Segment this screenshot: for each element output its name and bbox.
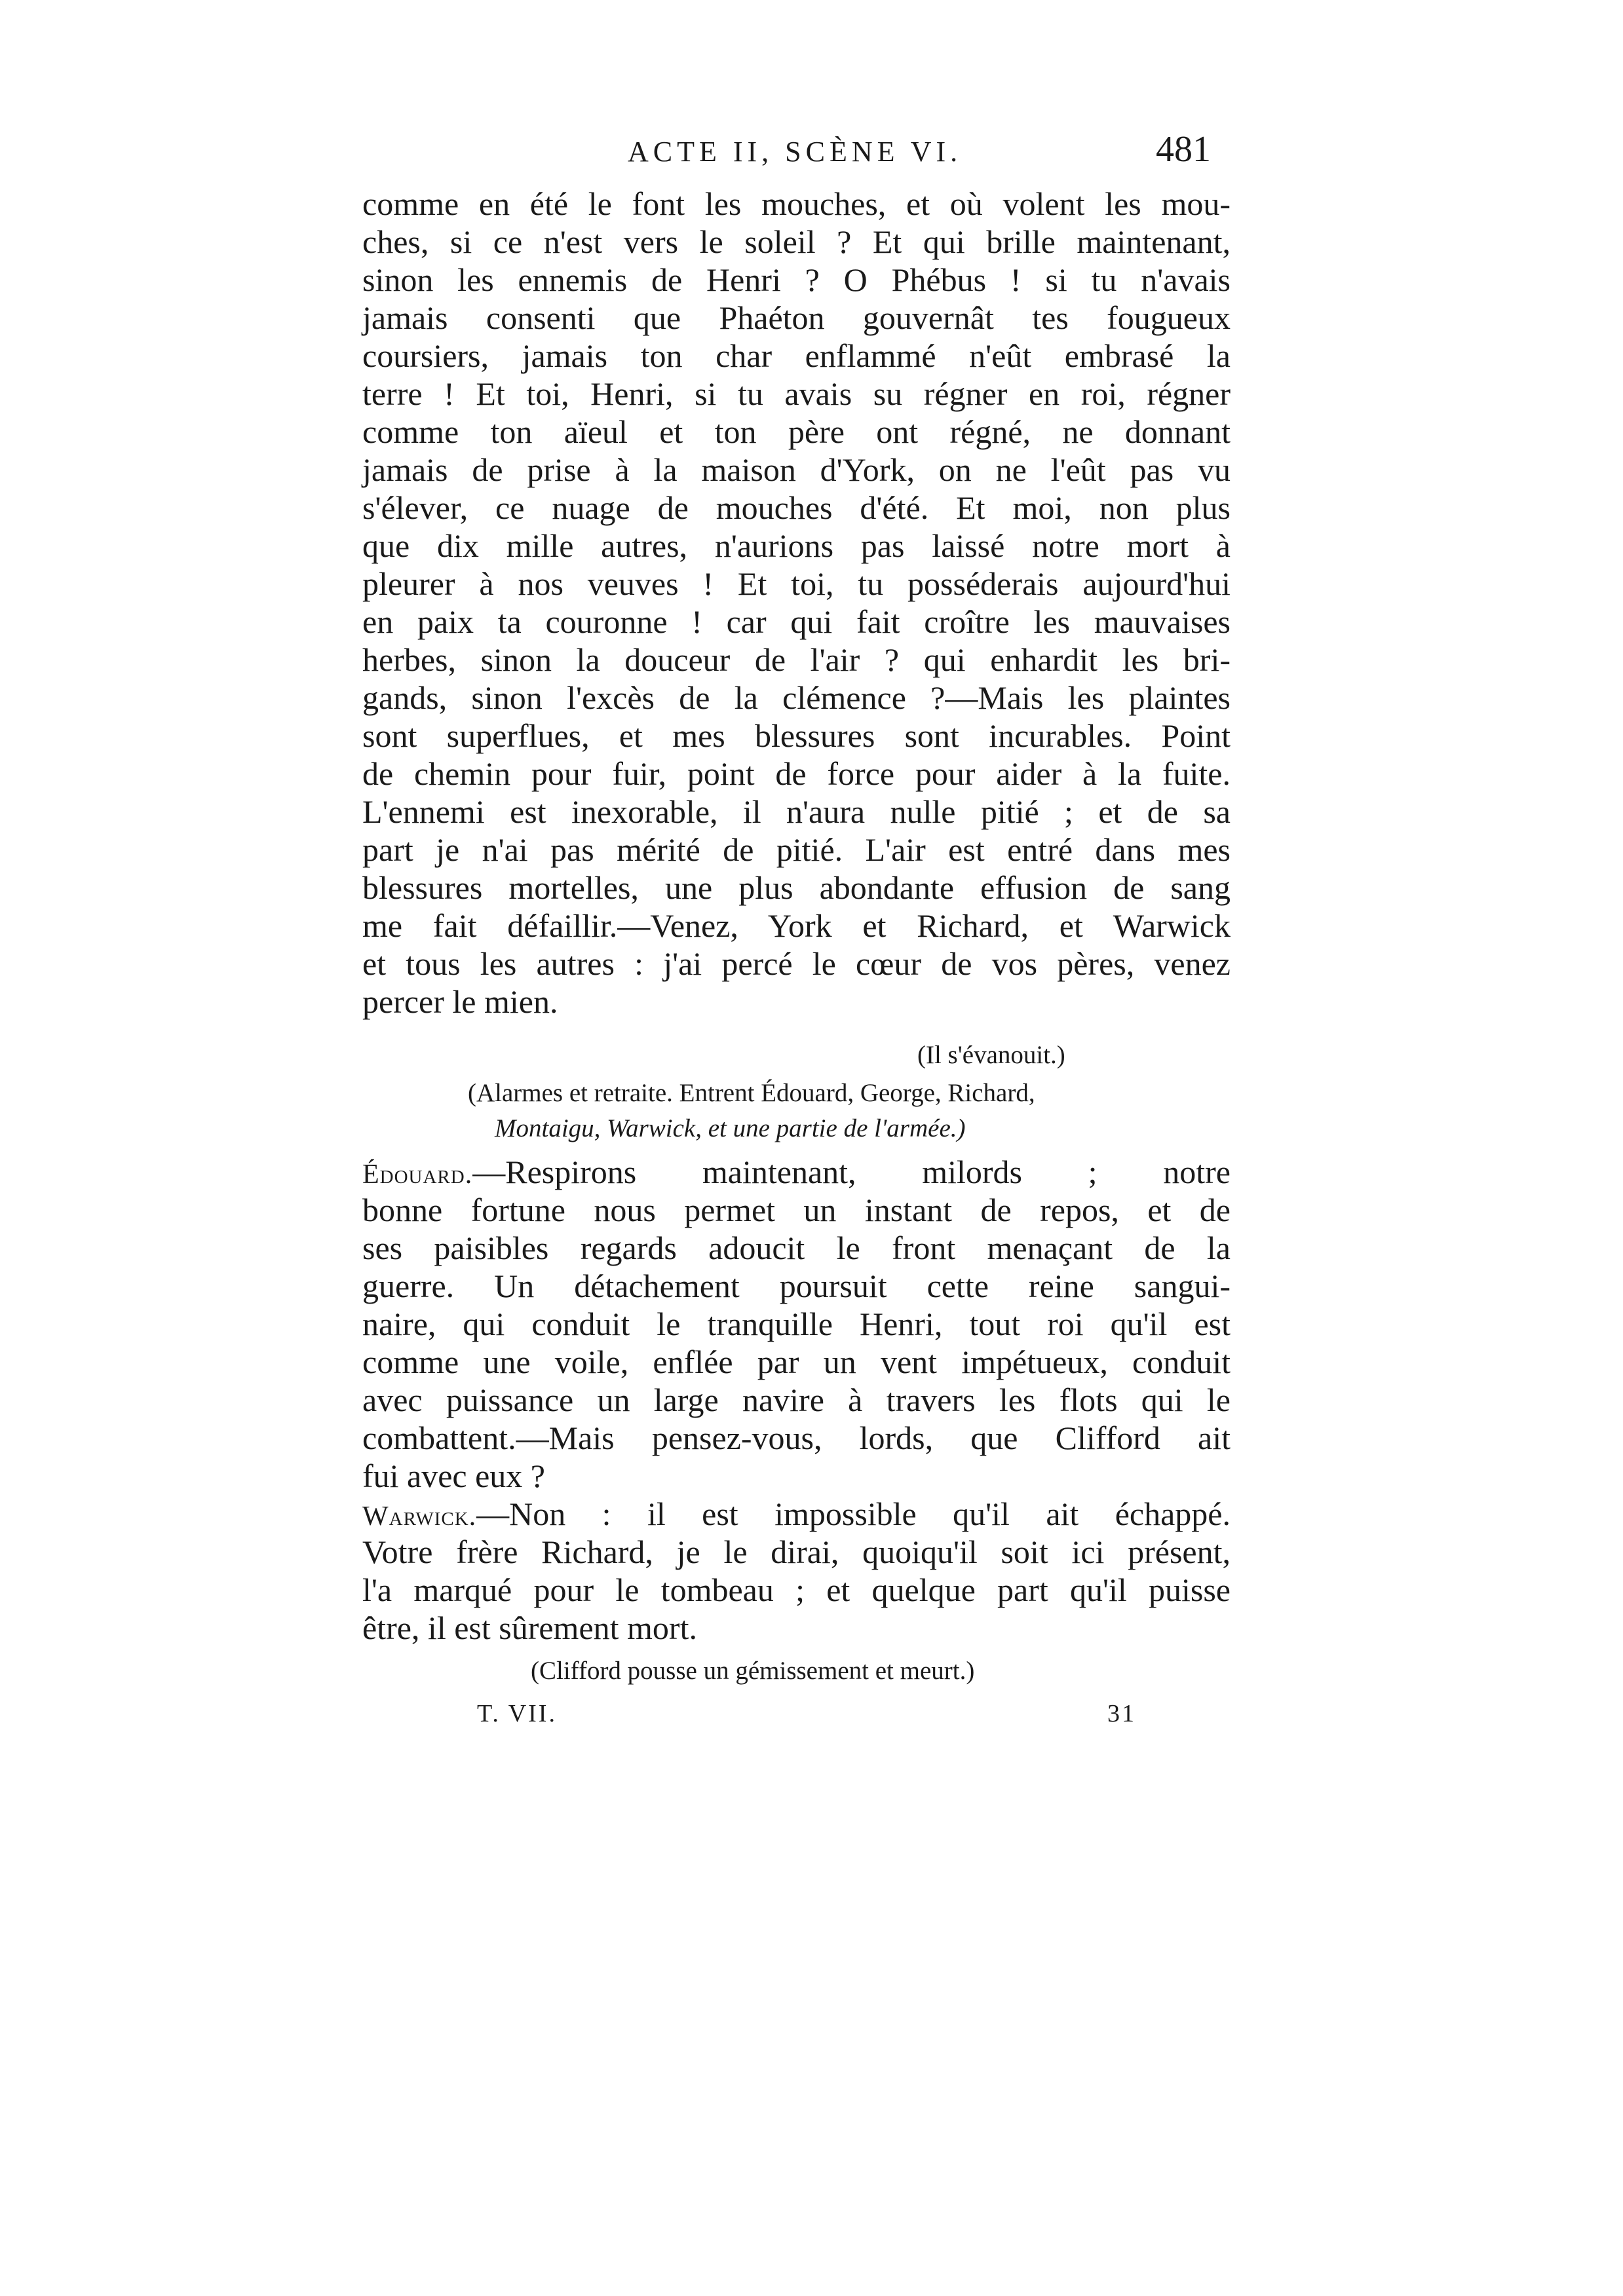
speech-opening: —Respirons maintenant, milords ; notre: [472, 1154, 1231, 1190]
text-line: part je n'ai pas mérité de pitié. L'air est entré dans mes: [362, 831, 1231, 868]
text-line: naire, qui conduit le tranquille Henri, tout roi qu'il est: [362, 1306, 1231, 1342]
text-line: herbes, sinon la douceur de l'air ? qui enhardit les bri-: [362, 641, 1231, 678]
page-header: [628, 131, 1211, 177]
text-line: pleurer à nos veuves ! Et toi, tu posséderais aujourd'hui: [362, 565, 1231, 602]
text-line: que dix mille autres, n'aurions pas laissé notre mort à: [362, 527, 1231, 564]
running-head: ACTE II, SCÈNE VI.: [628, 136, 963, 168]
speaker-name: Warwick.: [362, 1501, 477, 1532]
speech-opening: —Non : il est impossible qu'il ait échappé.: [476, 1496, 1231, 1532]
text-line: comme ton aïeul et ton père ont régné, ne donnant: [362, 413, 1231, 450]
text-line: être, il est sûrement mort.: [362, 1609, 697, 1646]
text-line: L'ennemi est inexorable, il n'aura nulle pitié ; et de sa: [362, 793, 1231, 830]
footer-volume: T. VII.: [477, 1700, 557, 1727]
text-line: s'élever, ce nuage de mouches d'été. Et moi, non plus: [362, 489, 1231, 526]
page-number: 481: [1156, 129, 1211, 170]
text-line: gands, sinon l'excès de la clémence ?—Mais les plaintes: [362, 679, 1231, 716]
text-line: guerre. Un détachement poursuit cette reine sangui-: [362, 1268, 1231, 1304]
stage-direction-alarms-line2: Montaigu, Warwick, et une partie de l'armée.): [495, 1114, 966, 1142]
text-line: sont superflues, et mes blessures sont incurables. Point: [362, 717, 1231, 754]
text-line: blessures mortelles, une plus abondante effusion de sang: [362, 869, 1231, 906]
stage-direction-alarms-line1: (Alarmes et retraite. Entrent Édouard, George, Richard,: [468, 1079, 1035, 1107]
text-line: me fait défaillir.—Venez, York et Richard, et Warwick: [362, 907, 1231, 944]
text-line: avec puissance un large navire à travers les flots qui le: [362, 1382, 1231, 1418]
text-line: Votre frère Richard, je le dirai, quoiqu'il soit ici présent,: [362, 1534, 1231, 1570]
text-line: comme en été le font les mouches, et où volent les mou-: [362, 185, 1231, 222]
text-line: jamais de prise à la maison d'York, on ne l'eût pas vu: [362, 451, 1231, 488]
text-line: coursiers, jamais ton char enflammé n'eût embrasé la: [362, 337, 1231, 374]
speech-clifford: [362, 185, 1231, 1021]
text-line: fui avec eux ?: [362, 1458, 546, 1494]
text-line: percer le mien.: [362, 983, 558, 1020]
text-line: sinon les ennemis de Henri ? O Phébus ! si tu n'avais: [362, 261, 1231, 298]
speaker-name: Édouard.: [362, 1159, 473, 1190]
speech-warwick: [362, 1495, 1231, 1647]
stage-direction-clifford-dies: (Clifford pousse un gémissement et meurt.): [531, 1657, 975, 1685]
text-line: terre ! Et toi, Henri, si tu avais su régner en roi, régner: [362, 375, 1231, 412]
text-line: l'a marqué pour le tombeau ; et quelque part qu'il puisse: [362, 1571, 1231, 1608]
text-line: comme une voile, enflée par un vent impétueux, conduit: [362, 1344, 1231, 1380]
speech-edouard: [362, 1153, 1231, 1495]
stage-direction-faints: (Il s'évanouit.): [917, 1041, 1065, 1069]
text-line: de chemin pour fuir, point de force pour aider à la fuite.: [362, 755, 1231, 792]
text-line: bonne fortune nous permet un instant de repos, et de: [362, 1192, 1231, 1228]
text-line: ches, si ce n'est vers le soleil ? Et qui brille maintenant,: [362, 223, 1231, 260]
text-line: en paix ta couronne ! car qui fait croître les mauvaises: [362, 603, 1231, 640]
text-line: jamais consenti que Phaéton gouvernât tes fougueux: [362, 299, 1231, 336]
text-line: et tous les autres : j'ai percé le cœur de vos pères, venez: [362, 945, 1231, 982]
footer-signature: 31: [1107, 1700, 1136, 1727]
text-line: combattent.—Mais pensez-vous, lords, que Clifford ait: [362, 1420, 1231, 1456]
text-line: ses paisibles regards adoucit le front menaçant de la: [362, 1230, 1231, 1266]
page-body: [362, 185, 1231, 1021]
speech-first-line: [362, 1153, 1231, 1191]
speech-first-line: [362, 1495, 1231, 1533]
